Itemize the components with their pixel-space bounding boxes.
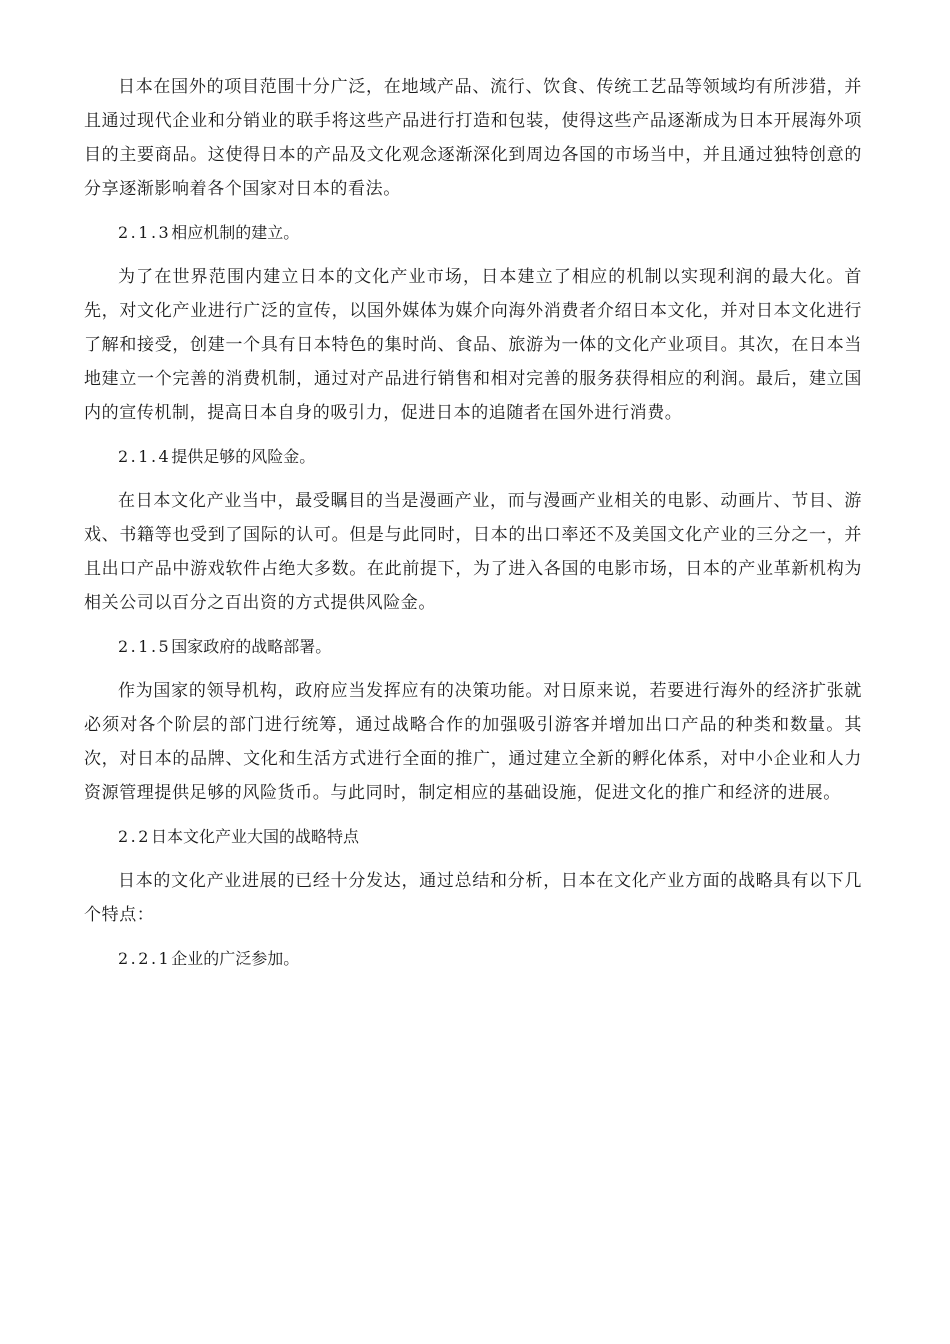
paragraph-mechanism: 为了在世界范围内建立日本的文化产业市场，日本建立了相应的机制以实现利润的最大化。首先，对文化产业进行广泛的宣传，以国外媒体为媒介向海外消费者介绍日本文化，并对日本文化进行了解和接受，创建一个具有日本特色的集时尚、食品、旅游为一体的文化产业项目。其次，在日本当地建立一个完善的消费机制，通过对产品进行销售和相对完善的服务获得相应的利润。最后，建立国内的宣传机制，提高日本自身的吸引力，促进日本的追随者在国外进行消费。: [84, 267, 862, 423]
section-title: 国家政府的战略部署。: [171, 637, 332, 656]
section-heading-2-1-4: [84, 440, 862, 474]
paragraph-overseas-projects: 日本在国外的项目范围十分广泛，在地域产品、流行、饮食、传统工艺品等领域均有所涉猎，并且通过现代企业和分销业的联手将这些产品进行打造和包装，使得这些产品逐渐成为日本开展海外项目的主要商品。这使得日本的产品及文化观念逐渐深化到周边各国的市场当中，并且通过独特创意的分享逐渐影响着各个国家对日本的看法。: [84, 77, 862, 199]
section-title: 日本文化产业大国的战略特点: [150, 827, 359, 846]
section-number: 2.1.4: [118, 447, 172, 466]
section-number: 2.1.3: [118, 223, 172, 242]
section-title: 提供足够的风险金。: [171, 447, 316, 466]
section-heading-2-1-3: [84, 216, 862, 250]
section-heading-2-1-5: [84, 630, 862, 664]
section-number: 2.2.1: [118, 949, 172, 968]
document-page: [84, 70, 862, 986]
paragraph-government-strategy: 作为国家的领导机构，政府应当发挥应有的决策功能。对日原来说，若要进行海外的经济扩张就必须对各个阶层的部门进行统筹，通过战略合作的加强吸引游客并增加出口产品的种类和数量。其次，对日本的品牌、文化和生活方式进行全面的推广，通过建立全新的孵化体系，对中小企业和人力资源管理提供足够的风险货币。与此同时，制定相应的基础设施，促进文化的推广和经济的进展。: [84, 681, 862, 803]
paragraph-strategy-features: 日本的文化产业进展的已经十分发达，通过总结和分析，日本在文化产业方面的战略具有以下几个特点：: [84, 871, 862, 925]
paragraph-risk-fund: 在日本文化产业当中，最受瞩目的当是漫画产业，而与漫画产业相关的电影、动画片、节目、游戏、书籍等也受到了国际的认可。但是与此同时，日本的出口率还不及美国文化产业的三分之一，并且出口产品中游戏软件占绝大多数。在此前提下，为了进入各国的电影市场，日本的产业革新机构为相关公司以百分之百出资的方式提供风险金。: [84, 491, 862, 613]
section-title: 企业的广泛参加。: [171, 949, 300, 968]
section-number: 2.1.5: [118, 637, 172, 656]
section-number: 2.2: [118, 827, 151, 846]
section-heading-2-2: [84, 820, 862, 854]
section-title: 相应机制的建立。: [171, 223, 300, 242]
section-heading-2-2-1: [84, 942, 862, 976]
